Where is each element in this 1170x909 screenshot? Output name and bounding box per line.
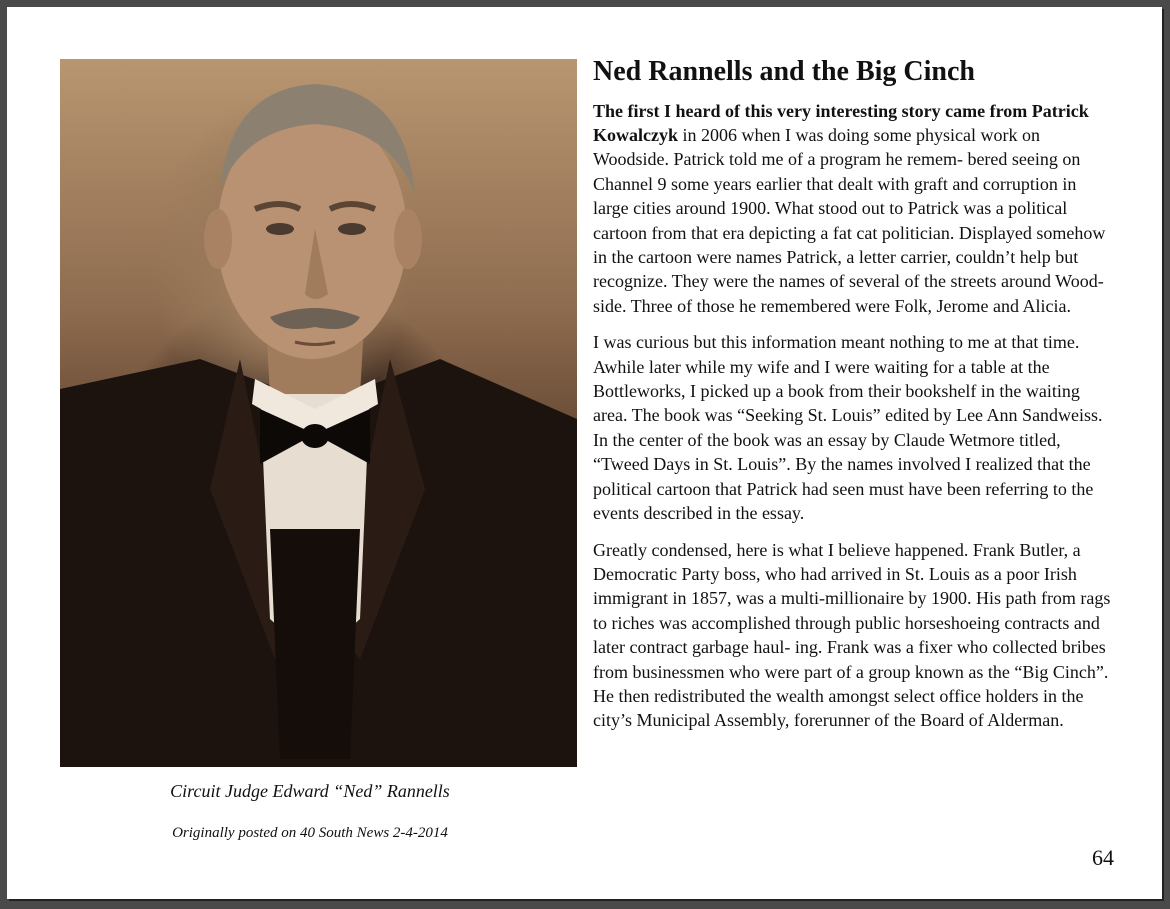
paragraph-1-lead: The first I heard of this very interesting story came from Patrick Kowalczyk	[593, 100, 1089, 145]
paragraph-3: Greatly condensed, here is what I believe happened. Frank Butler, a Democratic Party boss, who had arrived in St. Louis as a poor Irish immigrant in 1857, was a multi-millionaire by 1900. His path from rags to riches was accomplished through public horseshoeing contracts and later contract garbage haul- ing. Frank was a fixer who collected bribes from businessmen who were part of a group known as the “Big Cinch”. He then redistributed the wealth amongst select office holders in the city’s Municipal Assembly, forerunner of the Board of Alderman.	[593, 539, 1111, 731]
photo-source-note: Originally posted on 40 South News 2-4-2014	[172, 825, 448, 841]
page-number: 64	[1092, 845, 1114, 870]
portrait-illustration	[60, 59, 577, 767]
article-title: Ned Rannells and the Big Cinch	[593, 56, 975, 87]
photo-caption: Circuit Judge Edward “Ned” Rannells	[170, 781, 450, 801]
paragraph-1	[593, 99, 1113, 319]
portrait-photo	[60, 59, 577, 767]
paragraph-2: I was curious but this information meant nothing to me at that time. Awhile later while my wife and I were waiting for a table at the Bottleworks, I picked up a book from their bookshelf in the waiting area. The book was “Seeking St. Louis” edited by Lee Ann Sandweiss. In the center of the book was an essay by Claude Wetmore titled, “Tweed Days in St. Louis”. By the names involved I realized that the political cartoon that Patrick had seen must have been referring to the events described in the essay.	[593, 332, 1103, 524]
article	[593, 55, 1113, 745]
document-page	[7, 7, 1162, 899]
paragraph-1-text: in 2006 when I was doing some physical work on Woodside. Patrick told me of a program he remem- bered seeing on Channel 9 some years earlier that dealt with graft and corruption in large cities around 1900. What stood out to Patrick was a political cartoon from that era depicting a fat cat politician. Displayed somehow in the cartoon were names Patrick, a letter carrier, couldn’t help but recognize. They were the names of several of the streets around Wood- side. Three of those he remembered were Folk, Jerome and Alicia.	[593, 125, 1106, 316]
